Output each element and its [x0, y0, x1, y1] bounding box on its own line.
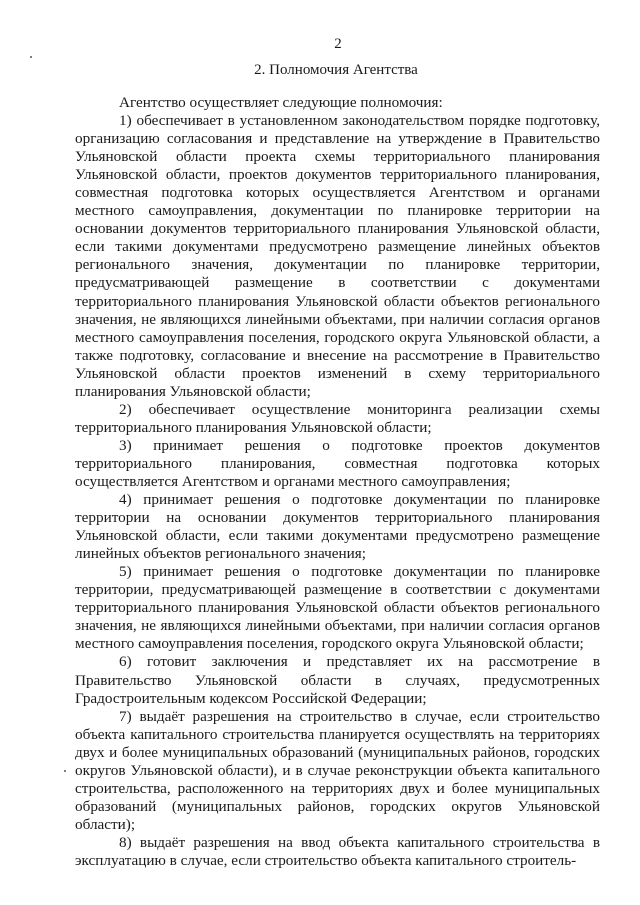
paragraph-item-5: 5) принимает решения о подготовке документации по планировке территории, предусматривающей размещение в соответствии с документами территориального планирования Ульяновской области объектов регионального значения, не являющихся линейными объектами, при наличии согласия органов местного самоуправления поселения, городского округа Ульяновской области; — [75, 563, 600, 653]
paragraph-item-2: 2) обеспечивает осуществление мониторинга реализации схемы территориального планирования Ульяновской области; — [75, 400, 600, 436]
page-number: 2 — [334, 36, 342, 52]
scan-speck — [64, 770, 66, 772]
document-body — [75, 94, 600, 870]
paragraph-item-8: 8) выдаёт разрешения на ввод объекта капитального строительства в эксплуатацию в случае, если строительство объекта капитального строитель- — [75, 833, 600, 869]
paragraph-item-6: 6) готовит заключения и представляет их на рассмотрение в Правительство Ульяновской области в случаях, предусмотренных Градостроительным кодексом Российской Федерации; — [75, 653, 600, 707]
paragraph-intro: Агентство осуществляет следующие полномочия: — [119, 94, 443, 111]
paragraph-item-3: 3) принимает решения о подготовке проектов документов территориального планирования, совместная подготовка которых осуществляется Агентством и органами местного самоуправления; — [75, 436, 600, 490]
paragraph-item-7: 7) выдаёт разрешения на строительство в случае, если строительство объекта капитального строительства планируется осуществлять на территориях двух и более муниципальных образований (муниципальных районов, городских округов Ульяновской области), и в случае реконструкции объекта капитального строительства, расположенного на территориях двух и более муниципальных образований (муниципальных районов, городских округов Ульяновской области); — [75, 707, 600, 833]
scan-speck — [30, 56, 32, 58]
section-title: 2. Полномочия Агентства — [254, 62, 418, 78]
paragraph-item-1: 1) обеспечивает в установленном законодательством порядке подготовку, организацию согласования и представление на утверждение в Правительство Ульяновской области проекта схемы территориального планирования Ульяновской области, проектов документов территориального планирования, совместная подготовка которых осуществляется Агентством и органами местного самоуправления, документации по планировке территории на основании документов территориального планирования Ульяновской области, если такими документами предусмотрено размещение линейных объектов регионального значения, документации по планировке территории, предусматривающей размещение в соответствии с документами территориального планирования Ульяновской области объектов регионального значения, не являющихся линейными объектами, при наличии согласия органов местного самоуправления поселения, городского округа Ульяновской области, а также подготовку, согласование и внесение на рассмотрение в Правительство Ульяновской области проектов изменений в схему территориального планирования Ульяновской области; — [75, 112, 600, 400]
paragraph-item-4: 4) принимает решения о подготовке документации по планировке территории на основании документов территориального планирования Ульяновской области, если такими документами предусмотрено размещение линейных объектов регионального значения; — [75, 491, 600, 563]
